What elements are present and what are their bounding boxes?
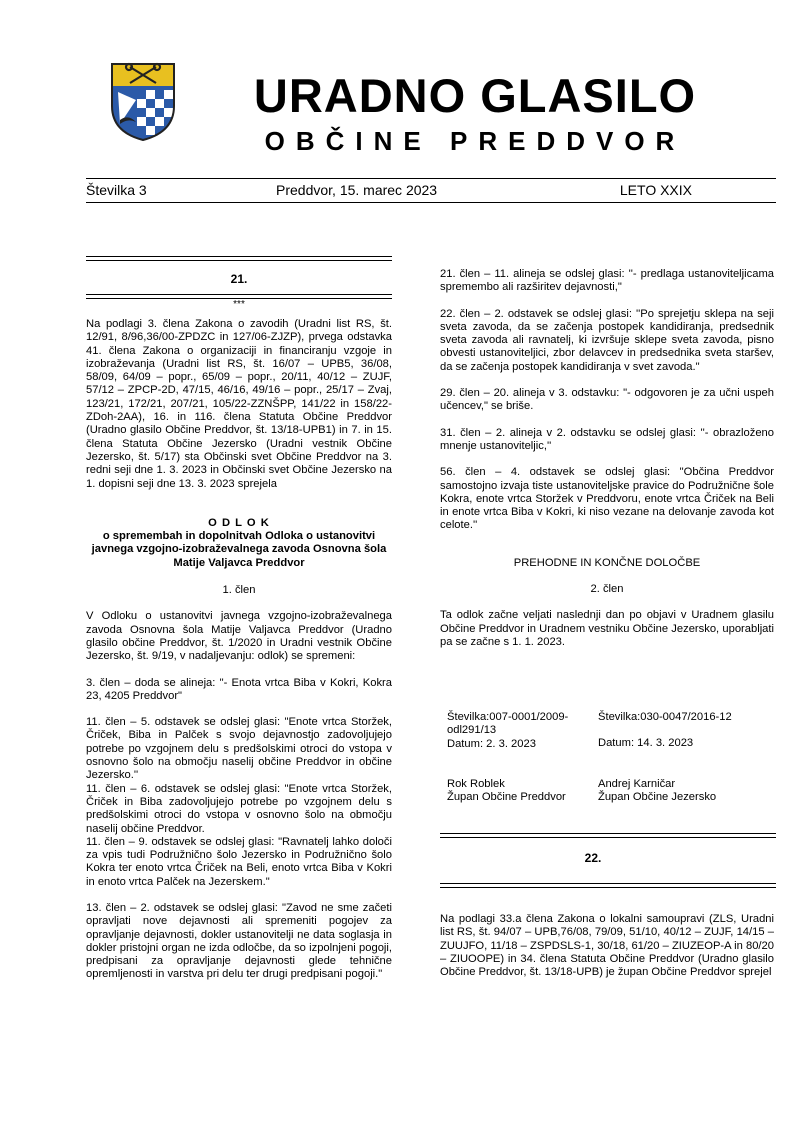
article-heading: 1. člen bbox=[222, 584, 256, 597]
paragraph: 31. člen – 2. alineja v 2. odstavku se odslej glasi: ''- obrazloženo mnenje ustanoviteljic,'' bbox=[440, 426, 774, 452]
paragraph: 13. člen – 2. odstavek se odslej glasi: "Zavod ne sme začeti opravljati nove dejavnosti ali spremeniti pogojev za opravljanje dejavnosti, dokler ustanovitelji ne data soglasja in dokler pristojni organ ne izda odločbe, da so izpolnjeni pogoji, predpisani za opravljanje dejavnosti glede tehnične opremljenosti in varstva pri delu ter drugi predpisani pogoji." bbox=[86, 901, 392, 981]
preamble-paragraph: Na podlagi 3. člena Zakona o zavodih (Uradni list RS, št. 12/91, 8/96,36/00-ZPDZC in 127/06-ZJZP), prvega odstavka 41. člena Zakona o organizaciji in financiranju vzgoje in izobraževanja (Uradni list RS, št. 16/07 – UPB5, 36/08, 58/09, 64/09 – popr., 65/09 – popr., 20/11, 40/12 – ZUJF, 57/12 – ZPCP-2D, 47/15, 46/16, 49/16 – popr., 25/17 – Zvaj, 123/21, 172/21, 207/21, 105/22-ZZNŠPP, 141/22 in 158/22-ZDoh-2AA), 16. in 116. člena Statuta Občine Preddvor (Uradno glasilo Občine Preddvor, št. 13/18-UPB1) in 7. in 15. člena Statuta Občine Jezersko (Uradni vestnik Občine Jezersko, št. 5/17) sta Občinski svet Občine Preddvor na 3. redni seji dne 1. 3. 2023 in Občinski svet Občine Jezersko na 1. dopisni seji dne 13. 3. 2023 sprejela bbox=[86, 318, 392, 490]
odlok-title: O D L O K bbox=[208, 516, 270, 529]
issue-year: LETO XXIX bbox=[619, 182, 692, 198]
signatory-name: Andrej Karničar bbox=[598, 777, 676, 790]
signature-block-jezersko bbox=[598, 711, 778, 804]
paragraph: Na podlagi 33.a člena Zakona o lokalni samoupravi (ZLS, Uradni list RS, št. 94/07 – UPB,76/08, 79/09, 51/10, 40/12 – ZUJF, 14/15 – ZUUJFO, 11/18 – ZSPDSLS-1, 30/18, 61/20 – ZIUZEOP-A in 80/20 – ZIUOOPE) in 34. člena Statuta Občine Preddvor (Uradno glasilo Občine Preddvor, št. 13/18-UPB) je župan Občine Preddvor sprejel bbox=[440, 913, 774, 979]
document-date: Datum: 2. 3. 2023 bbox=[447, 737, 536, 750]
section-divider bbox=[440, 883, 776, 888]
paragraph: 11. člen – 9. odstavek se odslej glasi: "Ravnatelj lahko določi za vpis tudi Podružnično šolo Jezersko in Podružnično šolo Kokra ter enoto vrtca Čriček na Beli, enoto vrtca Biba v Kokri in enoto vrtca Palček na Jezerskem." bbox=[86, 835, 392, 888]
publication-title: URADNO GLASILO bbox=[253, 69, 697, 122]
paragraph: 3. člen – doda se alineja: "- Enota vrtca Biba v Kokri, Kokra 23, 4205 Preddvor" bbox=[86, 676, 392, 702]
paragraph: 11. člen – 6. odstavek se odslej glasi: "Enote vrtca Storžek, Čriček in Biba zadovoljujejo potrebe po vzgojnem delu s predšolskimi otroci do vstopa v osnovno šolo na območju naselij občine Preddvor. bbox=[86, 782, 392, 835]
publication-subtitle: OBČINE PREDDVOR bbox=[264, 126, 686, 156]
stars-separator: *** bbox=[233, 299, 245, 310]
left-column bbox=[86, 300, 392, 995]
section-divider bbox=[86, 256, 392, 261]
document-number: Številka:030-0047/2016-12 bbox=[598, 711, 732, 723]
right-column bbox=[440, 268, 774, 662]
issue-number: Številka 3 bbox=[86, 182, 147, 198]
paragraph: 21. člen – 11. alineja se odslej glasi: ''- predlaga ustanoviteljicama spremembo ali razširitev dejavnosti," bbox=[440, 268, 774, 294]
signatory-name: Rok Roblek bbox=[447, 777, 505, 790]
odlok-subtitle: o spremembah in dopolnitvah Odloka o ustanovitvi javnega vzgojno-izobraževalnega zavoda Osnovna šola Matije Valjavca Preddvor bbox=[91, 530, 387, 569]
document-date: Datum: 14. 3. 2023 bbox=[598, 737, 694, 750]
paragraph: V Odloku o ustanovitvi javnega vzgojno-izobraževalnega zavoda Osnovna šola Matije Valjavca Preddvor (Uradno glasilo občine Preddvor, št. 1/2020 in Uradni vestnik Občine Jezersko, št. 9/19, v nadaljevanju: odlok) se spremeni: bbox=[86, 610, 392, 663]
paragraph: Ta odlok začne veljati naslednji dan po objavi v Uradnem glasilu Občine Preddvor in Uradnem vestniku Občine Jezersko, uporabljati pa se začne s 1. 1. 2023. bbox=[440, 609, 774, 648]
signatory-role: Župan Občine Jezersko bbox=[598, 790, 717, 803]
right-column-lower bbox=[440, 913, 774, 992]
signature-block-preddvor bbox=[447, 711, 587, 804]
paragraph: 11. člen – 5. odstavek se odslej glasi: "Enote vrtca Storžek, Čriček, Biba in Palček s svojo dejavnostjo zadovoljujejo potrebe po vzgojnem delu s predšolskimi otroci do vstopa v osnovno šolo na območju naselij občine Preddvor in občine Jezersko.'' bbox=[86, 716, 392, 782]
paragraph: 56. člen – 4. odstavek se odslej glasi: "Občina Preddvor samostojno izvaja tiste ustanoviteljske pravice do Podružnične šole Kokra, enote vrtca Storžek v Preddvoru, enote vrtca Čriček na Beli in enote vrtca Biba v Kokri, ki niso vezane na delovanje zavoda kot celote.'' bbox=[440, 466, 774, 532]
document-number: Številka:007-0001/2009-odl291/13 bbox=[447, 711, 569, 737]
signatory-role: Župan Občine Preddvor bbox=[447, 791, 566, 804]
issue-place-date: Preddvor, 15. marec 2023 bbox=[276, 182, 438, 198]
section-divider bbox=[440, 833, 776, 838]
section-number: 22. bbox=[584, 851, 602, 865]
municipal-coat-of-arms-icon bbox=[110, 62, 176, 142]
header-rule-bottom bbox=[86, 202, 776, 203]
section-number: 21. bbox=[230, 272, 248, 286]
paragraph: 22. člen – 2. odstavek se odslej glasi: ''Po sprejetju sklepa na seji sveta zavoda, da se začenja postopek kandidiranja, predsednik sveta zavoda ali ravnatelj, ki izvršuje sklepe sveta zavoda, pisno obvesti ustanoviteljici, zbor delavcev in predsednika sveta staršev, da se začenja postopek kandidiranja v svet zavoda." bbox=[440, 307, 774, 373]
final-provisions-heading: PREHODNE IN KONČNE DOLOČBE bbox=[513, 556, 701, 569]
header-rule-top bbox=[86, 178, 776, 179]
article-heading: 2. člen bbox=[590, 583, 624, 596]
paragraph: 29. člen – 20. alineja v 3. odstavku: "- odgovoren je za učni uspeh učencev," se briše. bbox=[440, 387, 774, 413]
issue-info-row bbox=[86, 181, 776, 199]
